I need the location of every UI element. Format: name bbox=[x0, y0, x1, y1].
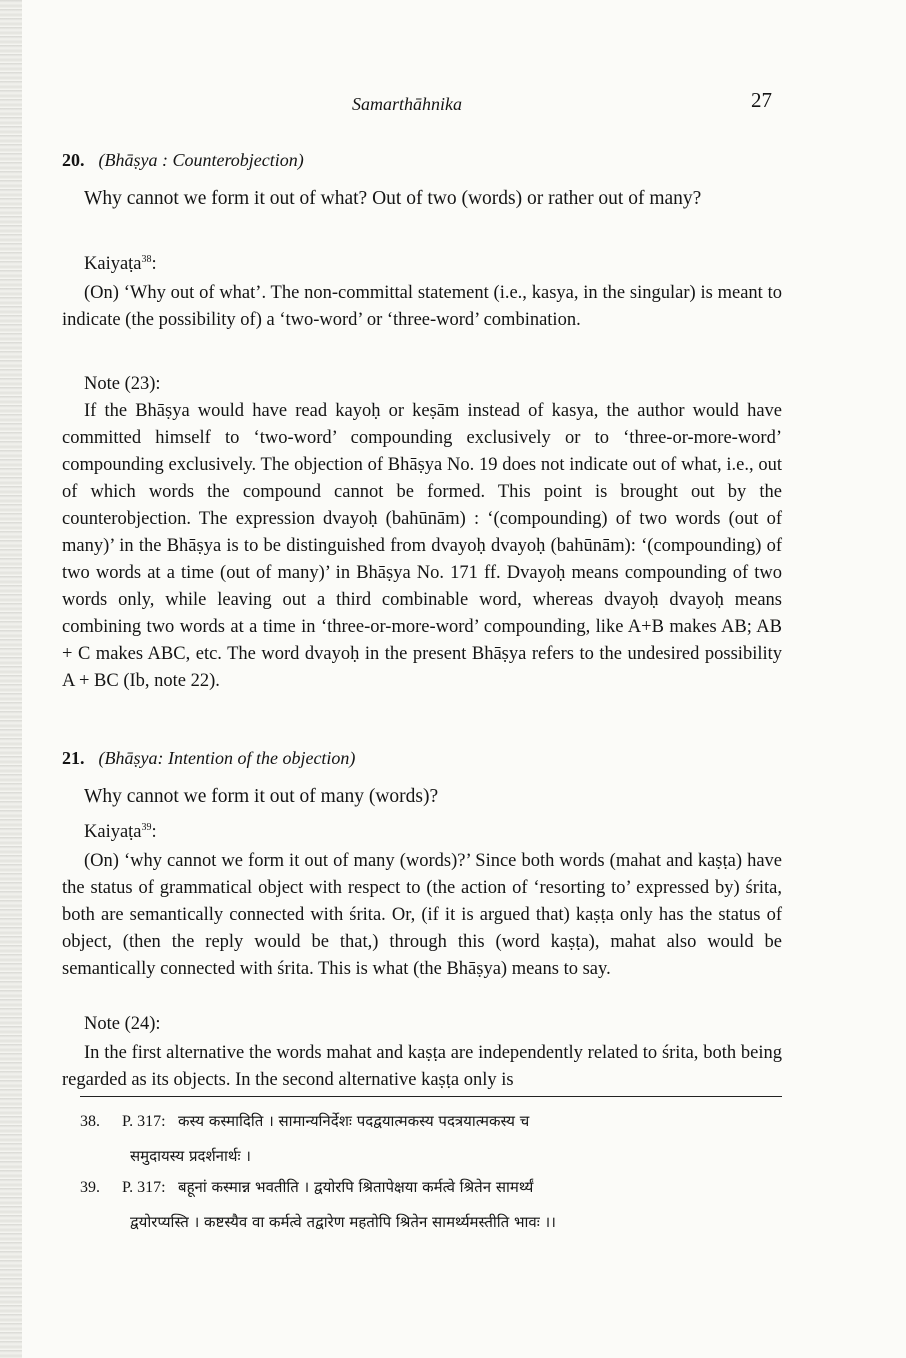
note-paragraph: If the Bhāṣya would have read kayoḥ or keṣām instead of kasya, the author would have committed himself to ‘two-word’ compounding exclusively or to ‘three-or-more-word’ compounding exclusively. The objection of Bhāṣya No. 19 does not indicate out of what, i.e., out of which words the compound cannot be formed. This point is brought out by the counterobjection. The expression dvayoḥ (bahūnām) : ‘(compounding) of two words (out of many)’ in the Bhāṣya is to be distinguished from dvayoḥ dvayoḥ (bahūnām): ‘(compounding) of two words at a time (out of many)’ in Bhāṣya No. 171 ff. Dvayoḥ means compounding of two words only, while leaving out a third combinable word, whereas dvayoḥ dvayoḥ means combining two words at a time in ‘three-or-more-word’ compounding, like A+B makes AB; AB + C makes ABC, etc. The word dvayoḥ in the present Bhāṣya refers to the undesired possibility A + BC (Ib, note 22). bbox=[62, 401, 782, 691]
note-24-text bbox=[62, 1040, 782, 1094]
footnote-page: P. 317: bbox=[122, 1113, 166, 1130]
kaiyata-label: Kaiyaṭa bbox=[84, 254, 142, 275]
kaiyata-38-text bbox=[62, 280, 782, 334]
footnote-rule bbox=[80, 1096, 782, 1097]
section-21-bhasya-text bbox=[62, 782, 782, 812]
scanned-page-edge bbox=[0, 0, 22, 1358]
kaiyata-39-text bbox=[62, 848, 782, 983]
section-20-bhasya-text bbox=[62, 184, 782, 214]
page-number: 27 bbox=[751, 88, 772, 112]
footnote-number: 38. bbox=[80, 1113, 100, 1130]
kaiyata-38-label: Kaiyaṭa$^{38}$: bbox=[84, 254, 157, 275]
sanskrit-quote-continued: समुदायस्य प्रदर्शनार्थः । bbox=[130, 1147, 251, 1165]
footnote-number: 39. bbox=[80, 1179, 100, 1196]
commentary-paragraph: (On) ‘why cannot we form it out of many (words)?’ Since both words (mahat and kaṣṭa) have the status of grammatical object with respect to (the action of ‘resorting to’ expressed by) śrita, both are semantically connected with śrita. Or, (if it is argued that) kaṣṭa only has the status of object, (then the reply would be that,) through this (word kaṣṭa), mahat also would be semantically connected with śrita. This is what (the Bhāṣya) means to say. bbox=[62, 851, 782, 979]
section-21-heading bbox=[62, 748, 782, 769]
footnote-page: P. 317: bbox=[122, 1179, 166, 1196]
section-number: 20. bbox=[62, 150, 85, 170]
sanskrit-quote: कस्य कस्मादिति । सामान्यनिर्देशः पदद्वयात्मकस्य पदत्रयात्मकस्य च bbox=[178, 1112, 530, 1130]
section-20-heading bbox=[62, 150, 782, 171]
page-header bbox=[62, 86, 792, 116]
sanskrit-quote-continued: द्वयोरप्यस्ति । कष्टस्यैव वा कर्मत्वे तद्वारेण महतोपि श्रितेन सामर्थ्यमस्तीति भावः ।। bbox=[130, 1213, 556, 1231]
kaiyata-39-label: Kaiyaṭa$^{39}$: bbox=[84, 822, 157, 843]
note-23-text bbox=[62, 398, 782, 695]
footnote-ref: 39 bbox=[141, 822, 152, 833]
bhasya-paragraph: Why cannot we form it out of what? Out of two (words) or rather out of many? bbox=[84, 188, 702, 209]
note-23-label bbox=[62, 374, 782, 395]
commentary-paragraph: (On) ‘Why out of what’. The non-committal statement (i.e., kasya, in the singular) is meant to indicate (the possibility of) a ‘two-word’ or ‘three-word’ combination. bbox=[62, 283, 782, 330]
section-title: (Bhāṣya : Counterobjection) bbox=[98, 150, 304, 170]
section-number: 21. bbox=[62, 748, 85, 768]
footnote-39 bbox=[80, 1170, 790, 1240]
footnote-ref: 38 bbox=[141, 254, 152, 265]
bhasya-paragraph: Why cannot we form it out of many (words)? bbox=[84, 786, 439, 807]
section-title: (Bhāṣya: Intention of the objection) bbox=[98, 748, 356, 768]
kaiyata-label: Kaiyaṭa bbox=[84, 822, 142, 843]
note-24-label bbox=[62, 1014, 782, 1035]
note-label: Note (24): bbox=[84, 1014, 161, 1034]
running-title: Samarthāhnika bbox=[352, 94, 462, 114]
book-page bbox=[62, 0, 792, 1358]
sanskrit-quote: बहूनां कस्मान्न भवतीति । द्वयोरपि श्रितापेक्षया कर्मत्वे श्रितेन सामर्थ्यं bbox=[178, 1178, 534, 1196]
footnote-38 bbox=[80, 1104, 790, 1174]
note-label: Note (23): bbox=[84, 374, 161, 394]
note-paragraph: In the first alternative the words mahat and kaṣṭa are independently related to śrita, both being regarded as its objects. In the second alternative kaṣṭa only is bbox=[62, 1043, 782, 1090]
